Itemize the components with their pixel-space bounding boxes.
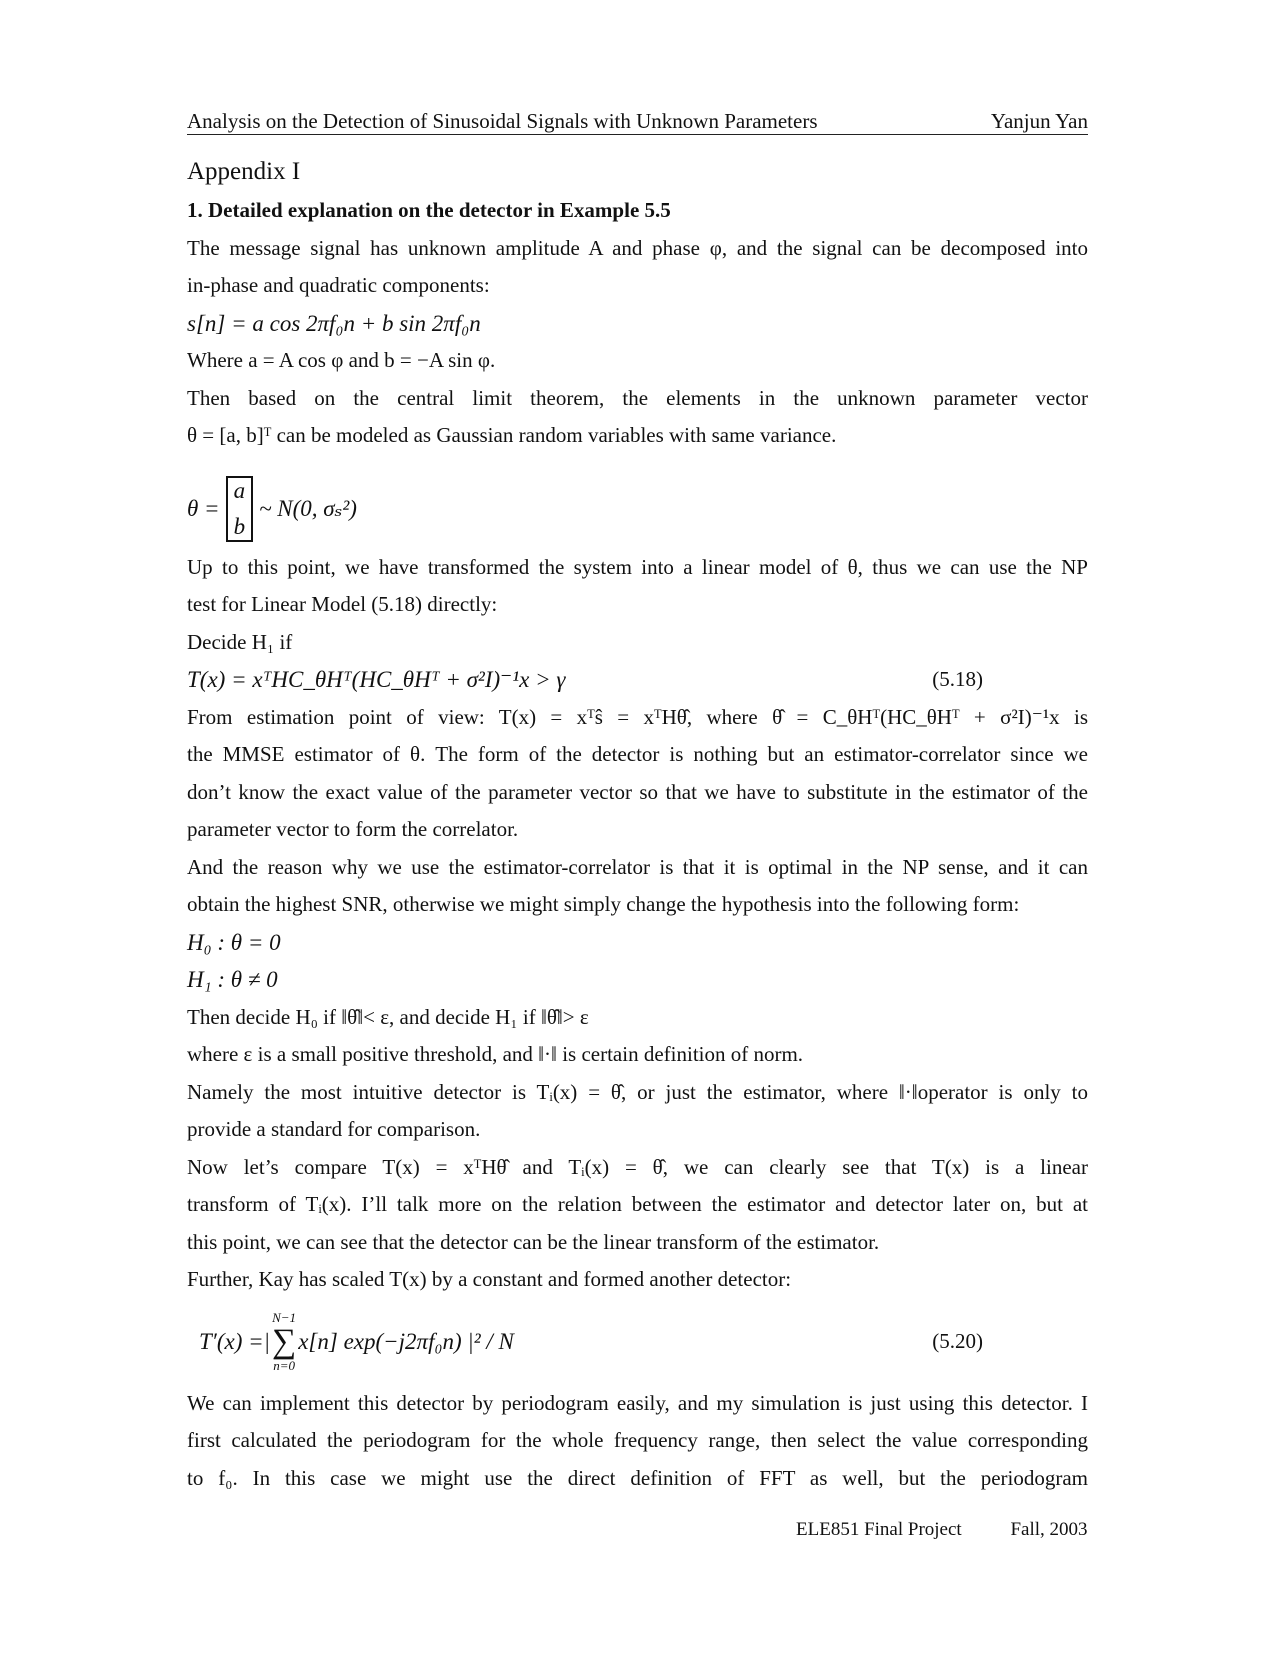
paragraph-line: obtain the highest SNR, otherwise we might simply change the hypothesis into the following form: [187,892,1020,916]
paragraph-line: θ = [a, b]ᵀ can be modeled as Gaussian random variables with same variance. [187,423,837,447]
equation-5-18-number: (5.18) [932,667,983,691]
hypothesis-h0: H₀ : θ = 0 [187,929,281,955]
equation-5-20-body [187,1311,514,1373]
footer-course: ELE851 Final Project [796,1519,962,1540]
paragraph-line: parameter vector to form the correlator. [187,817,519,841]
paragraph-line: From estimation point of view: T(x) = xᵀŝ = xᵀHθ̂, where θ̂ = C_θHᵀ(HC_θHᵀ + σ²I)⁻¹x is [187,704,1088,729]
equation-5-18-body: T(x) = xᵀHC_θHᵀ(HC_θHᵀ + σ²I)⁻¹x > γ [187,667,566,692]
theta-vector [226,476,254,542]
paragraph-line: test for Linear Model (5.18) directly: [187,592,498,616]
paragraph-line: where ε is a small positive threshold, and ‖·‖ is certain definition of norm. [187,1042,804,1066]
equation-theta-distribution [187,469,1088,549]
theta-lhs: θ = [187,495,220,521]
summation-lower: n=0 [273,1357,295,1373]
paragraph-line: Then based on the central limit theorem, the elements in the unknown parameter vector [187,385,1088,410]
paragraph-line: transform of Tᵢ(x). I’ll talk more on the relation between the estimator and detector later on, but at [187,1192,1088,1216]
decide-line: Decide H₁ if [187,629,293,654]
paragraph-line: Up to this point, we have transformed the system into a linear model of θ, thus we can use the NP [187,554,1088,579]
appendix-title: Appendix I [187,158,301,185]
equation-where: Where a = A cos φ and b = −A sin φ. [187,348,496,372]
paragraph-line: The message signal has unknown amplitude A and phase φ, and the signal can be decomposed into [187,235,1088,260]
paragraph-line: Now let’s compare T(x) = xᵀHθ̂ and Tᵢ(x) = θ̂, we can clearly see that T(x) is a linear [187,1154,1088,1179]
paragraph-line: to f₀. In this case we might use the direct definition of FFT as well, but the periodogram [187,1465,1088,1490]
equation-5-20-number: (5.20) [932,1328,983,1353]
theta-rhs: ~ N(0, σₛ²) [259,495,357,521]
paragraph-line: We can implement this detector by periodogram easily, and my simulation is just using this detector. I [187,1390,1088,1415]
summation-sigma: ∑ [271,1322,297,1360]
paragraph-line: this point, we can see that the detector can be the linear transform of the estimator. [187,1229,880,1254]
theta-b: b [233,513,246,539]
paragraph-line: Further, Kay has scaled T(x) by a constant and formed another detector: [187,1267,792,1291]
header-title: Analysis on the Detection of Sinusoidal Signals with Unknown Parameters [187,109,818,133]
paragraph-line: first calculated the periodogram for the whole frequency range, then select the value corresponding [187,1428,1088,1452]
main-content [187,152,1088,1497]
equation-5-20-rhs: x[n] exp(−j2πf₀n) |² / N [298,1328,514,1354]
hypothesis-h1: H₁ : θ ≠ 0 [187,967,278,992]
paragraph-line: the MMSE estimator of θ. The form of the detector is nothing but an estimator-correlator since we [187,742,1088,766]
equation-signal: s[n] = a cos 2πf₀n + b sin 2πf₀n [187,310,481,336]
page-footer [796,1519,1088,1541]
section-title: 1. Detailed explanation on the detector in Example 5.5 [187,198,671,222]
header-author: Yanjun Yan [990,109,1088,133]
equation-5-18 [187,661,1088,699]
spacer [187,455,1088,469]
theta-a: a [233,477,246,503]
paragraph-line: provide a standard for comparison. [187,1117,481,1141]
paragraph-line: Namely the most intuitive detector is Tᵢ(x) = θ̂, or just the estimator, where ‖·‖operator is only to [187,1079,1088,1104]
paragraph-line: don’t know the exact value of the parameter vector so that we have to substitute in the estimator of the [187,779,1088,804]
footer-term: Fall, 2003 [1010,1519,1088,1540]
running-header [187,106,1088,135]
paragraph-line: And the reason why we use the estimator-correlator is that it is optimal in the NP sense, and it can [187,854,1088,879]
equation-5-20-lhs: T′(x) =| [199,1328,270,1354]
summation-symbol [272,1311,296,1373]
paragraph-line: in-phase and quadratic components: [187,273,490,297]
equation-5-20 [187,1299,1088,1385]
summation-upper: N−1 [272,1309,297,1325]
paragraph-line: Then decide H₀ if ‖θ̂‖< ε, and decide H₁ if ‖θ̂‖> ε [187,1004,589,1029]
